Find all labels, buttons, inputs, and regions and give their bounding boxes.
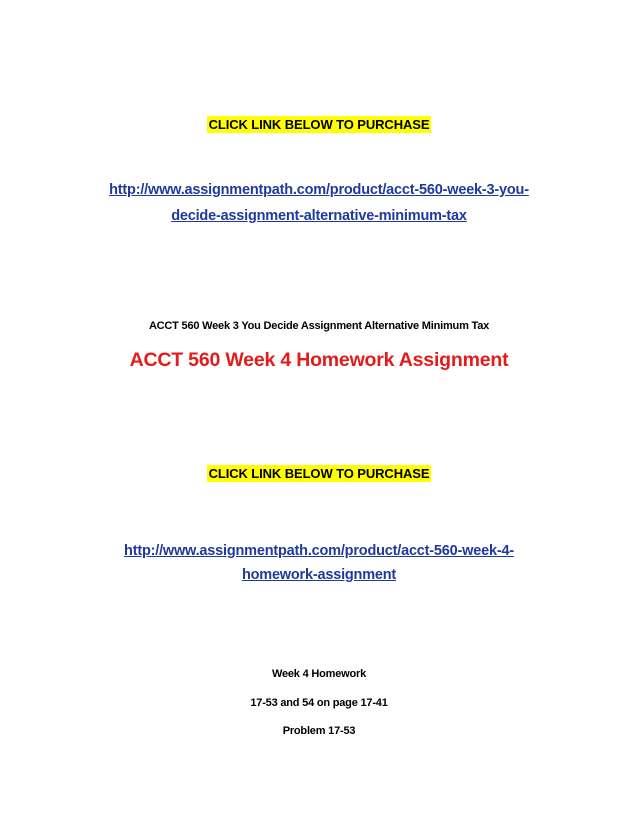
- problem-number: Problem 17-53: [282, 725, 356, 737]
- assignment-description: ACCT 560 Week 3 You Decide Assignment Alternative Minimum Tax: [148, 320, 490, 332]
- purchase-label-1: CLICK LINK BELOW TO PURCHASE: [208, 117, 430, 132]
- product-link-2-text-2[interactable]: homework-assignment: [241, 567, 397, 583]
- product-link-1-text-1[interactable]: http://www.assignmentpath.com/product/acct-560-week-3-you-: [109, 182, 529, 198]
- homework-title: Week 4 Homework: [271, 668, 366, 680]
- product-link-1-text-2[interactable]: decide-assignment-alternative-minimum-tax: [171, 208, 467, 224]
- product-link-2-text-1[interactable]: http://www.assignmentpath.com/product/acct-560-week-4-: [124, 543, 514, 559]
- purchase-callout-2: [0, 465, 638, 483]
- homework-pages: 17-53 and 54 on page 17-41: [250, 697, 388, 709]
- purchase-label-2: CLICK LINK BELOW TO PURCHASE: [208, 466, 430, 481]
- product-link-1-line-1[interactable]: [0, 181, 638, 199]
- product-link-2-line-1[interactable]: [0, 542, 638, 560]
- product-link-1-line-2[interactable]: [0, 207, 638, 225]
- purchase-callout-1: [0, 116, 638, 134]
- product-link-2-line-2[interactable]: [0, 566, 638, 584]
- section-heading: ACCT 560 Week 4 Homework Assignment: [129, 349, 509, 371]
